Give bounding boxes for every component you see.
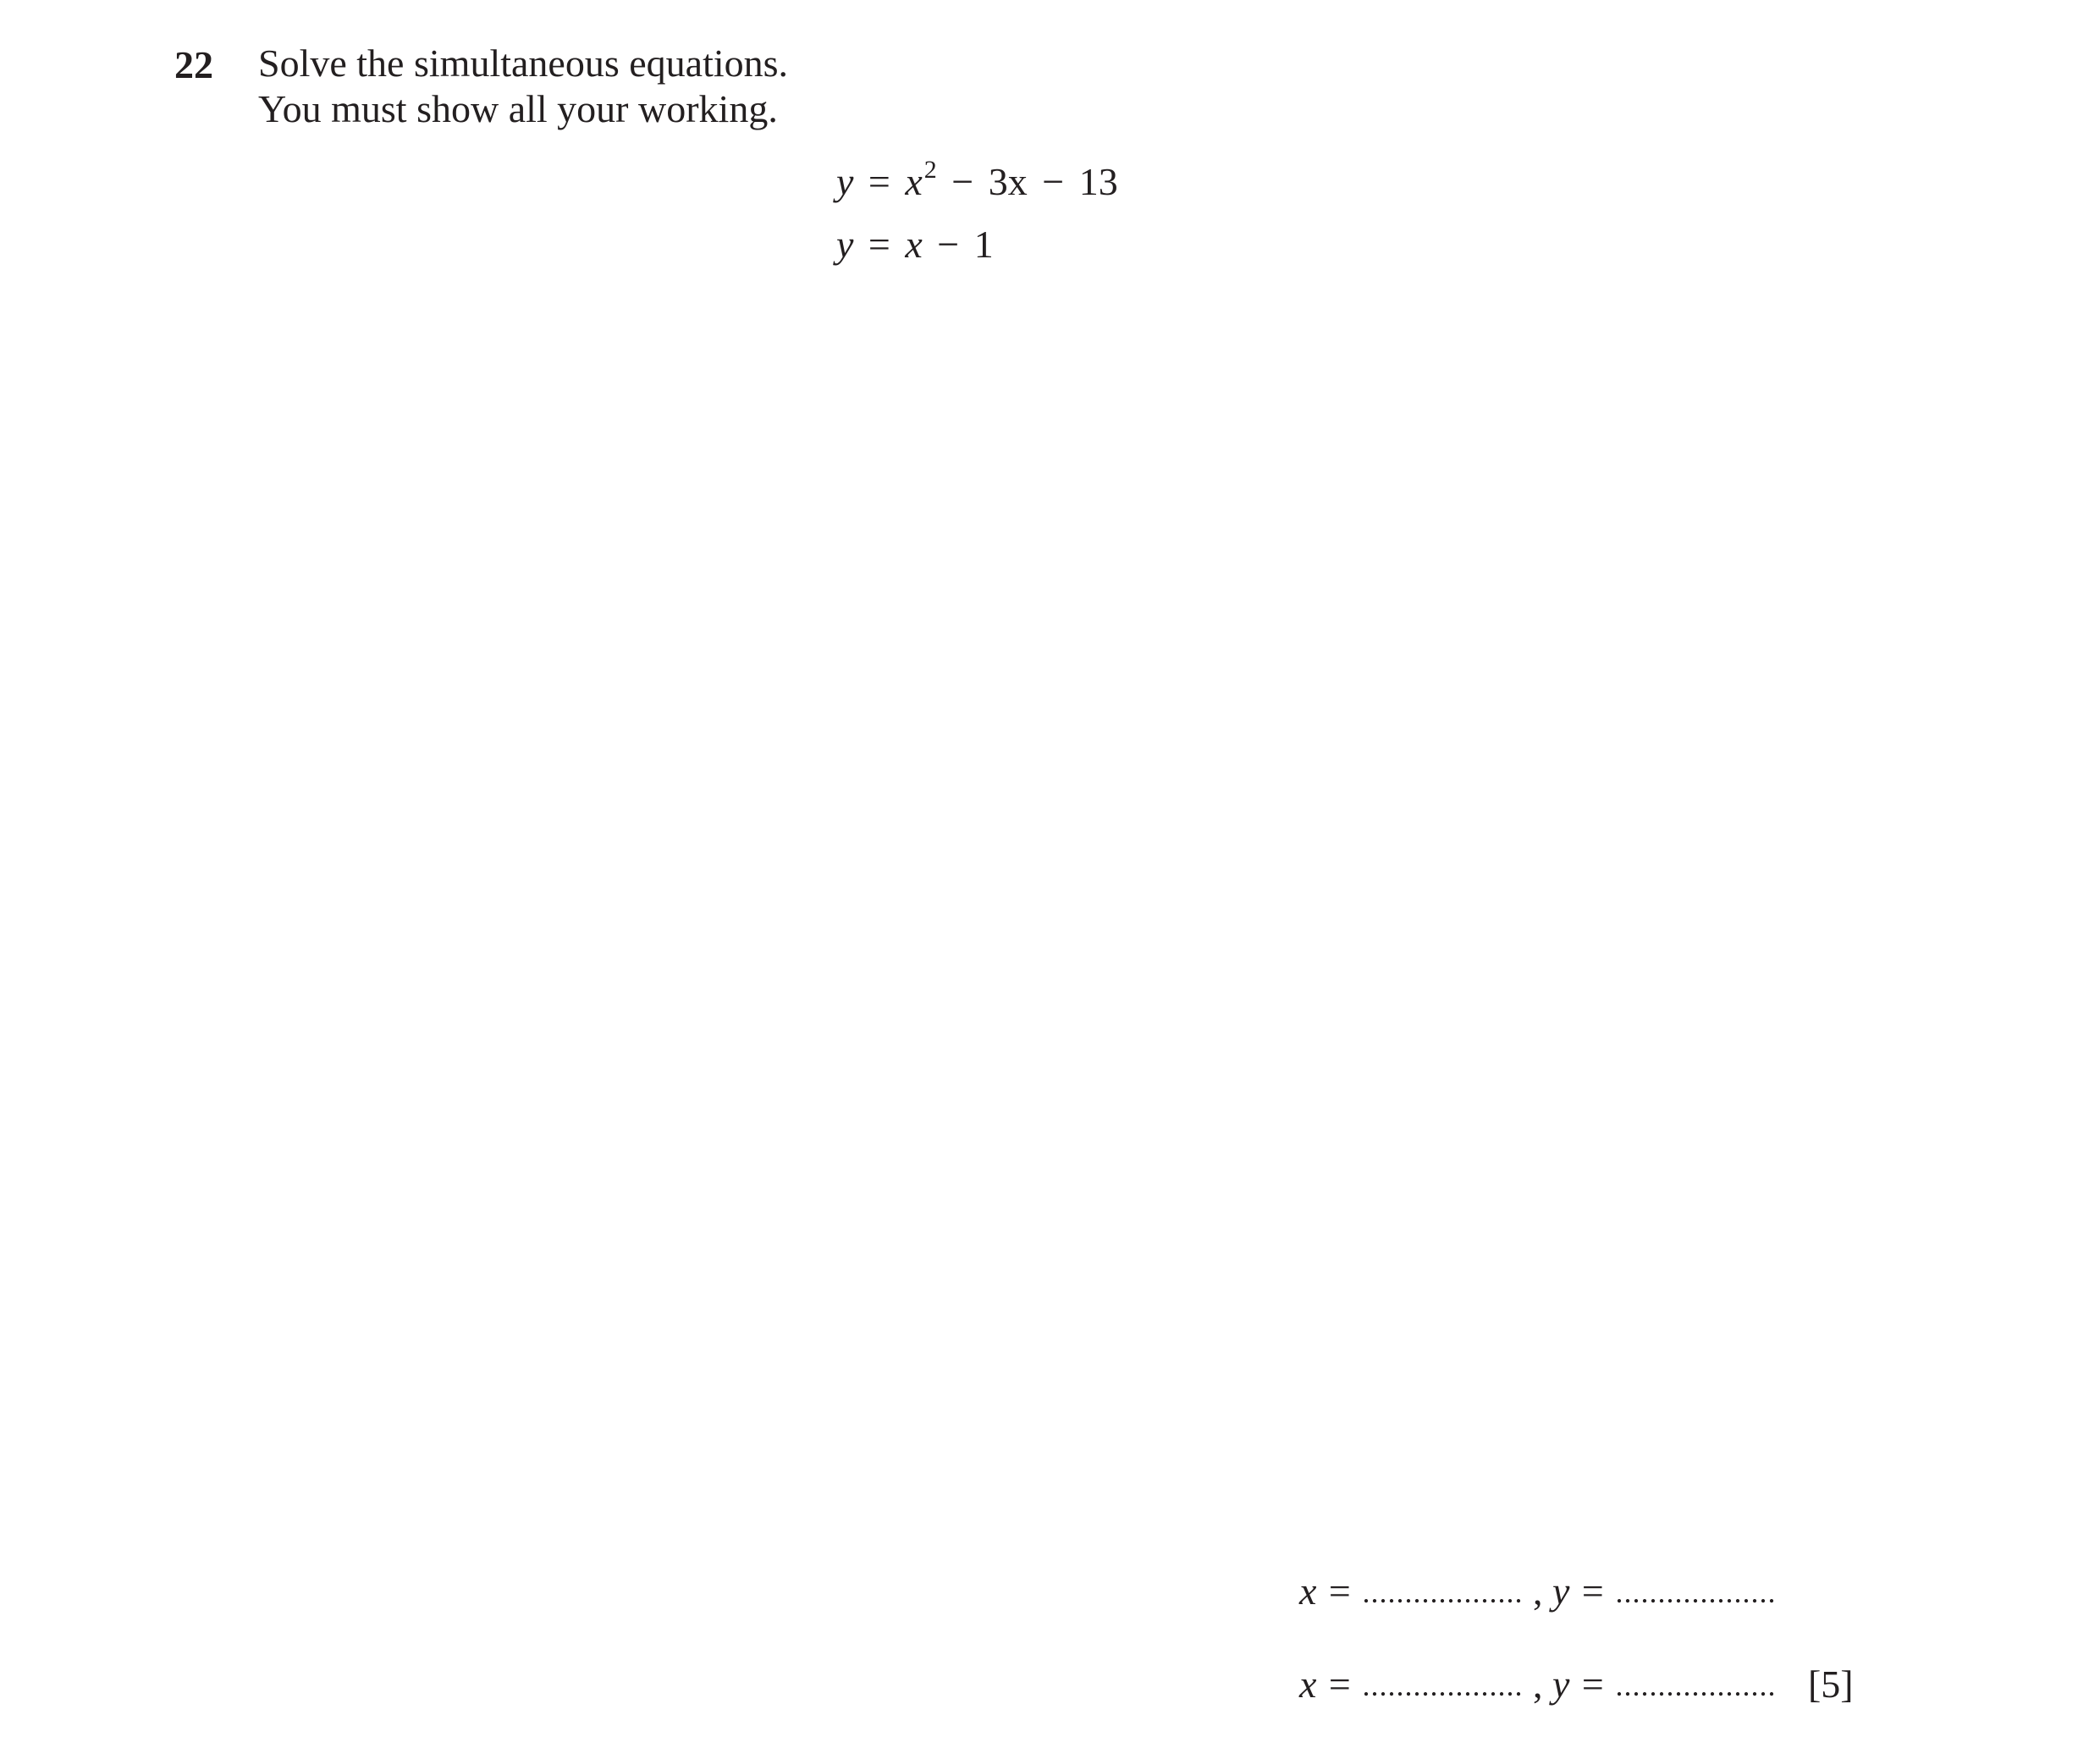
equation-2-minus: − <box>937 223 960 266</box>
equation-2-term-2: 1 <box>973 223 994 266</box>
equation-1-term-1: x <box>905 160 923 203</box>
equation-2 <box>836 213 1118 276</box>
question-text <box>258 41 788 132</box>
answer-2-x-field[interactable]: ................... <box>1362 1668 1524 1702</box>
instruction-line-1: Solve the simultaneous equations. <box>258 41 789 85</box>
equation-2-equals: = <box>868 223 890 266</box>
equation-1-minus-1: − <box>951 160 974 203</box>
equation-1-term-3: 13 <box>1078 160 1118 203</box>
answer-1-x-field[interactable]: ................... <box>1362 1575 1524 1609</box>
marks-label: [5] <box>1807 1663 1854 1706</box>
answer-2-y-label: y = <box>1552 1663 1606 1706</box>
equation-2-lhs: y <box>836 223 854 266</box>
equation-1-minus-2: − <box>1042 160 1065 203</box>
equation-2-term-1: x <box>905 223 923 266</box>
equation-1-lhs: y <box>836 160 854 203</box>
answer-line-2 <box>1299 1661 1854 1709</box>
answer-1-separator: , <box>1532 1569 1543 1613</box>
answer-1-x-label: x = <box>1299 1569 1353 1613</box>
answer-1-y-field[interactable]: ................... <box>1615 1575 1777 1609</box>
answer-2-y-field[interactable]: ................... <box>1615 1668 1777 1702</box>
answer-2-separator: , <box>1532 1663 1543 1706</box>
equations-block <box>836 151 1118 276</box>
equation-1-term-2: 3x <box>988 160 1028 203</box>
equation-1-exponent: 2 <box>923 156 937 184</box>
answer-line-1 <box>1299 1568 1776 1616</box>
answer-1-y-label: y = <box>1552 1569 1606 1613</box>
answer-2-x-label: x = <box>1299 1663 1353 1706</box>
equation-1 <box>836 151 1118 213</box>
equation-1-equals: = <box>868 160 890 203</box>
question-number: 22 <box>174 43 213 86</box>
instruction-line-2: You must show all your working. <box>258 87 778 130</box>
